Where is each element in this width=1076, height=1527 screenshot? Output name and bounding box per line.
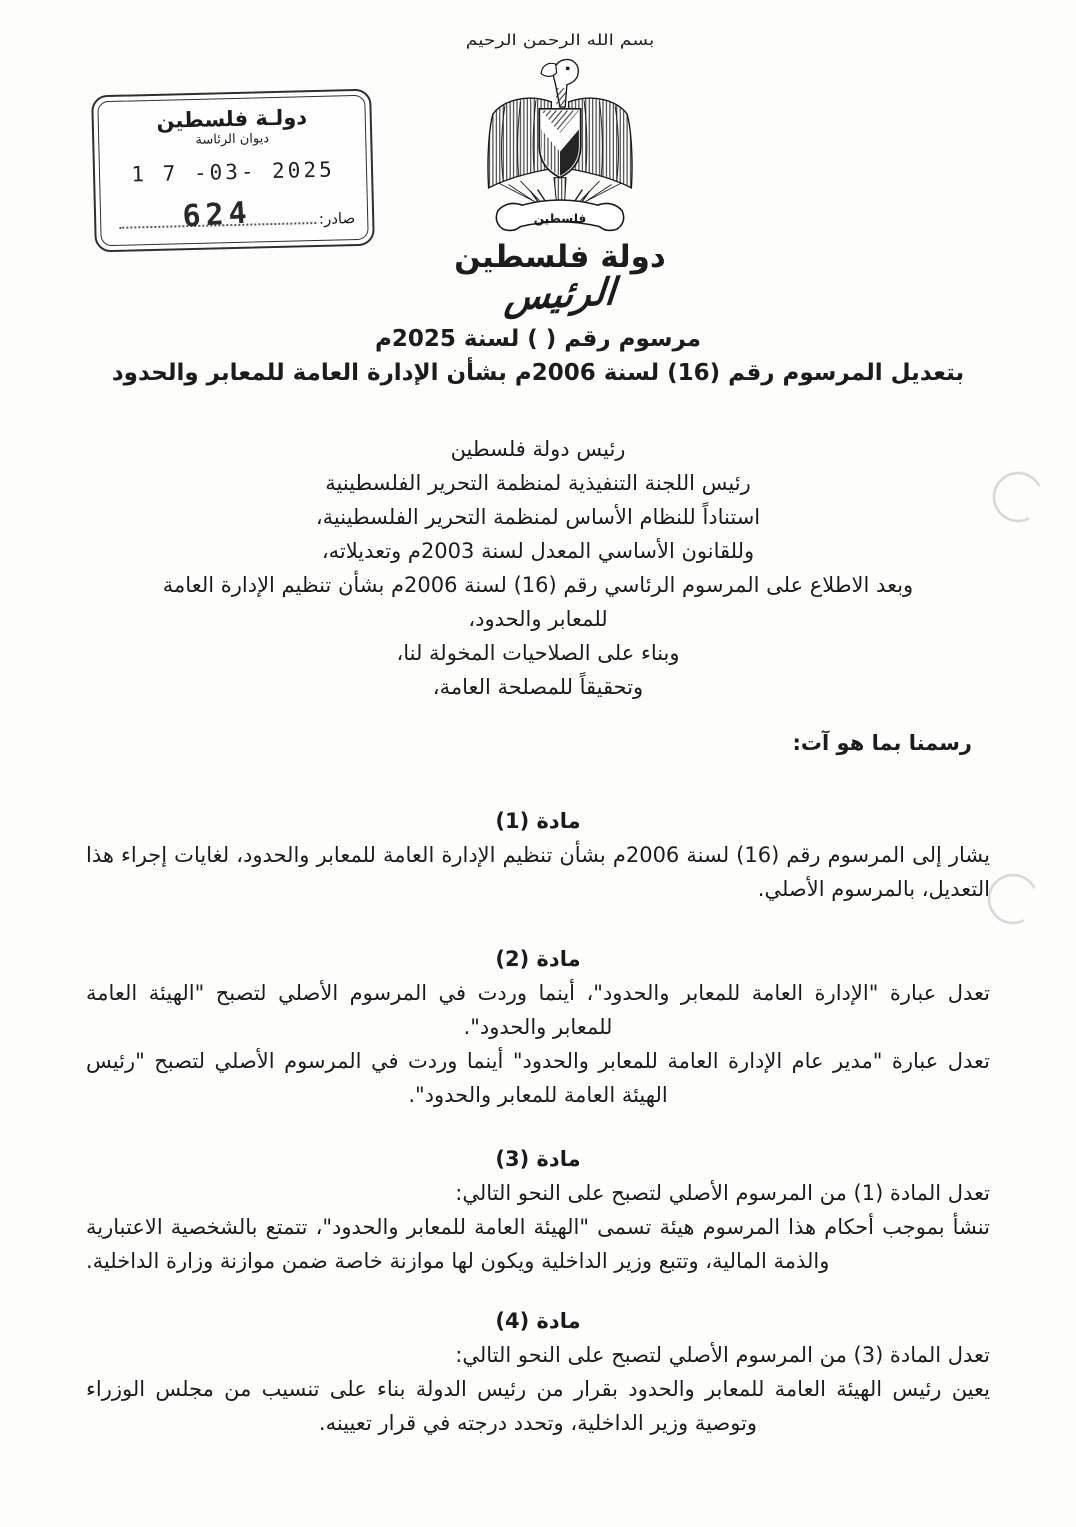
preamble-line: وللقانون الأساسي المعدل لسنة 2003م وتعديلاته، [321, 539, 755, 563]
article-2-paragraph: تعدل عبارة "مدير عام الإدارة العامة للمعابر والحدود" أينما وردت في المرسوم الأصلي لتصبح "رئيس الهيئة العامة للمعابر والحدود". [86, 1049, 990, 1107]
hole-punch-artifact [981, 867, 1044, 930]
article-2-heading: مادة (2) [495, 947, 581, 971]
eagle-banner-icon [496, 200, 623, 230]
document-body [86, 322, 990, 1440]
preamble [86, 432, 990, 704]
registry-stamp [91, 89, 375, 253]
registry-stamp-inner [97, 95, 368, 247]
article-4 [86, 1304, 990, 1440]
preamble-line: وتحقيقاً للمصلحة العامة، [432, 675, 644, 699]
stamp-issued-row [113, 195, 356, 233]
eagle-shield-icon [539, 109, 580, 178]
preamble-line: رئيس دولة فلسطين [450, 437, 626, 461]
preamble-line: للمعابر والحدود، [468, 607, 608, 631]
hole-punch-artifact [986, 465, 1049, 528]
decree-title-line2: بتعديل المرسوم رقم (16) لسنة 2006م بشأن الإدارة العامة للمعابر والحدود [111, 360, 965, 386]
article-1-paragraph: يشار إلى المرسوم رقم (16) لسنة 2006م بشأن تنظيم الإدارة العامة للمعابر والحدود، لغايات إجراء هذا التعديل، بالمرسوم الأصلي. [86, 843, 991, 901]
article-2 [86, 942, 990, 1112]
article-3-paragraph: تنشأ بموجب أحكام هذا المرسوم هيئة تسمى "الهيئة العامة للمعابر والحدود"، تتمتع بالشخصية الاعتبارية والذمة المالية، وتتبع وزير الداخلية ويكون لها موازنة خاصة ضمن موازنة وزارة الداخلية. [86, 1215, 990, 1273]
stamp-date: 1 7 -03- 2025 [131, 157, 335, 187]
article-1 [86, 804, 990, 906]
stamp-issued-label: صادر: [318, 209, 356, 228]
stamp-issued-number: 624 [181, 195, 253, 235]
stamp-dotted-line [119, 195, 316, 235]
article-3-heading: مادة (3) [495, 1147, 581, 1171]
article-4-paragraph: يعين رئيس الهيئة العامة للمعابر والحدود بقرار من رئيس الدولة بناء على تنسيب من مجلس الوزراء وتوصية وزير الداخلية، وتحدد درجته في قرار تعيينه. [86, 1377, 990, 1435]
preamble-line: استناداً للنظام الأساس لمنظمة التحرير الفلسطينية، [315, 505, 761, 529]
stamp-state-name: دولـة فلسطين [156, 105, 308, 133]
president-calligraphy: الرئيس [502, 269, 618, 320]
decree-title-line1: مرسوم رقم ( ) لسنة 2025م [374, 326, 702, 352]
banner-text: فلسطين [533, 211, 587, 226]
preamble-line: وبعد الاطلاع على المرسوم الرئاسي رقم (16) لسنة 2006م بشأن تنظيم الإدارة العامة [162, 573, 914, 597]
basmala-text: بسم الله الرحمن الرحيم [465, 31, 655, 49]
article-4-paragraph: تعدل المادة (3) من المرسوم الأصلي لتصبح على النحو التالي: [455, 1343, 990, 1367]
stamp-office-name: ديوان الرئاسة [195, 131, 270, 148]
palestine-eagle-emblem [474, 52, 646, 237]
emblem-block [350, 30, 770, 320]
article-2-paragraph: تعدل عبارة "الإدارة العامة للمعابر والحدود"، أينما وردت في المرسوم الأصلي لتصبح "الهيئة العامة للمعابر والحدود". [86, 981, 990, 1039]
preamble-line: وبناء على الصلاحيات المخولة لنا، [396, 641, 680, 665]
state-name: دولة فلسطين [454, 239, 666, 275]
decree-title [86, 322, 990, 390]
decree-intro: رسمنا بما هو آت: [792, 731, 972, 755]
article-4-heading: مادة (4) [495, 1309, 581, 1333]
article-1-heading: مادة (1) [495, 809, 581, 833]
preamble-line: رئيس اللجنة التنفيذية لمنظمة التحرير الفلسطينية [325, 471, 751, 495]
article-3 [86, 1142, 990, 1278]
article-3-paragraph: تعدل المادة (1) من المرسوم الأصلي لتصبح على النحو التالي: [455, 1181, 990, 1205]
